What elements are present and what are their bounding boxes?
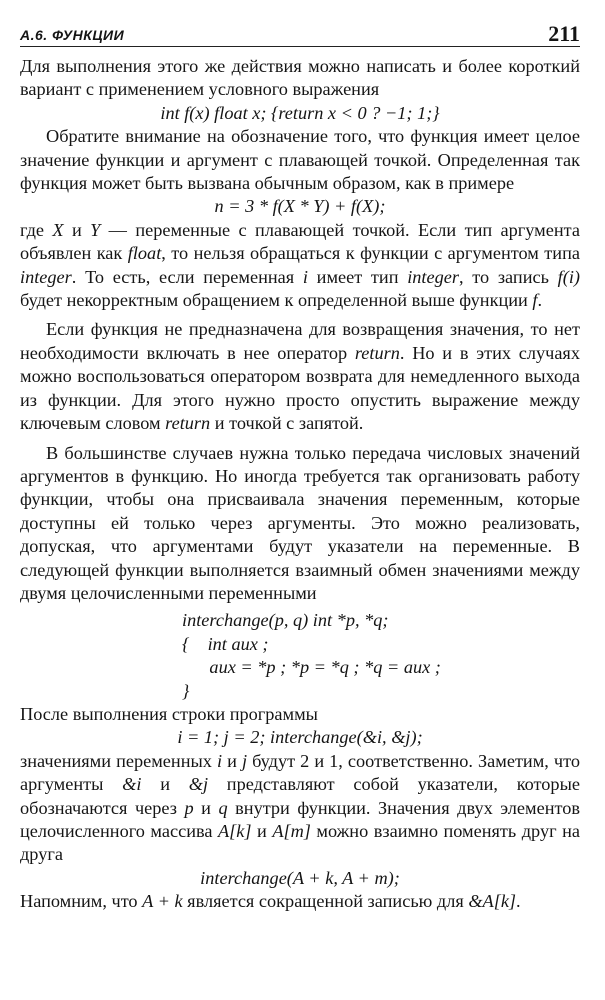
- paragraph-3: где X и Y — переменные с плавающей точкой. Если тип аргумента объявлен как float, то нельзя обращаться к функции с аргументом типа integer. То есть, если переменная i имеет тип integer, то запись f(i) будет некорректным обращением к определенной выше функции f.: [20, 219, 580, 311]
- page-number: 211: [548, 21, 580, 46]
- paragraph-6: После выполнения строки программы: [20, 703, 318, 724]
- paragraph-7: значениями переменных i и j будут 2 и 1, соответственно. Заметим, что аргументы &i и &j представляют собой указатели, которые обозначаются через p и q внутри функции. Значения двух элементов целочисленного массива A[k] и A[m] можно взаимно поменять друг на друга: [20, 750, 581, 865]
- running-head: А.6. ФУНКЦИИ: [20, 27, 125, 43]
- code-line: }: [182, 680, 190, 701]
- formula-call-example: n = 3 * f(X * Y) + f(X);: [214, 196, 386, 217]
- paragraph-5: В большинстве случаев нужна только передача числовых значений аргументов в функцию. Но иногда требуется так организовать работу функции, чтобы она присваивала значения переменным, которые доступны ей только через аргументы. Это можно реализовать, допуская, что аргументами будут указатели на переменные. В следующей функции выполняется взаимный обмен значениями между двумя целочисленными переменными: [20, 442, 580, 603]
- formula-array-swap: interchange(A + k, A + m);: [200, 867, 400, 888]
- code-line: interchange(p, q) int *p, *q;: [182, 610, 389, 631]
- paragraph-1: Для выполнения этого же действия можно написать и более короткий вариант с применением условного выражения: [20, 56, 580, 100]
- page-header: [20, 20, 580, 47]
- page-body: [20, 47, 580, 914]
- code-line: aux = *p ; *p = *q ; *q = aux ;: [182, 657, 441, 678]
- code-line: { int aux ;: [182, 633, 269, 654]
- paragraph-8: Напомним, что A + k является сокращенной записью для &A[k].: [20, 891, 521, 912]
- formula-abs-function: int f(x) float x; {return x < 0 ? −1; 1;}: [160, 102, 440, 123]
- code-block-interchange: [182, 609, 580, 703]
- paragraph-2: Обратите внимание на обозначение того, что функция имеет целое значение функции и аргумент с плавающей точкой. Определенная так функция может быть вызвана обычным образом, как в примере: [20, 126, 580, 194]
- book-page: [20, 20, 580, 914]
- formula-assignment: i = 1; j = 2; interchange(&i, &j);: [177, 727, 423, 748]
- paragraph-4: Если функция не предназначена для возвращения значения, то нет необходимости включать в нее оператор return. Но и в этих случаях можно воспользоваться оператором возврата для немедленного выхода из функции. Для этого нужно просто опустить выражение между ключевым словом return и точкой с запятой.: [20, 319, 580, 434]
